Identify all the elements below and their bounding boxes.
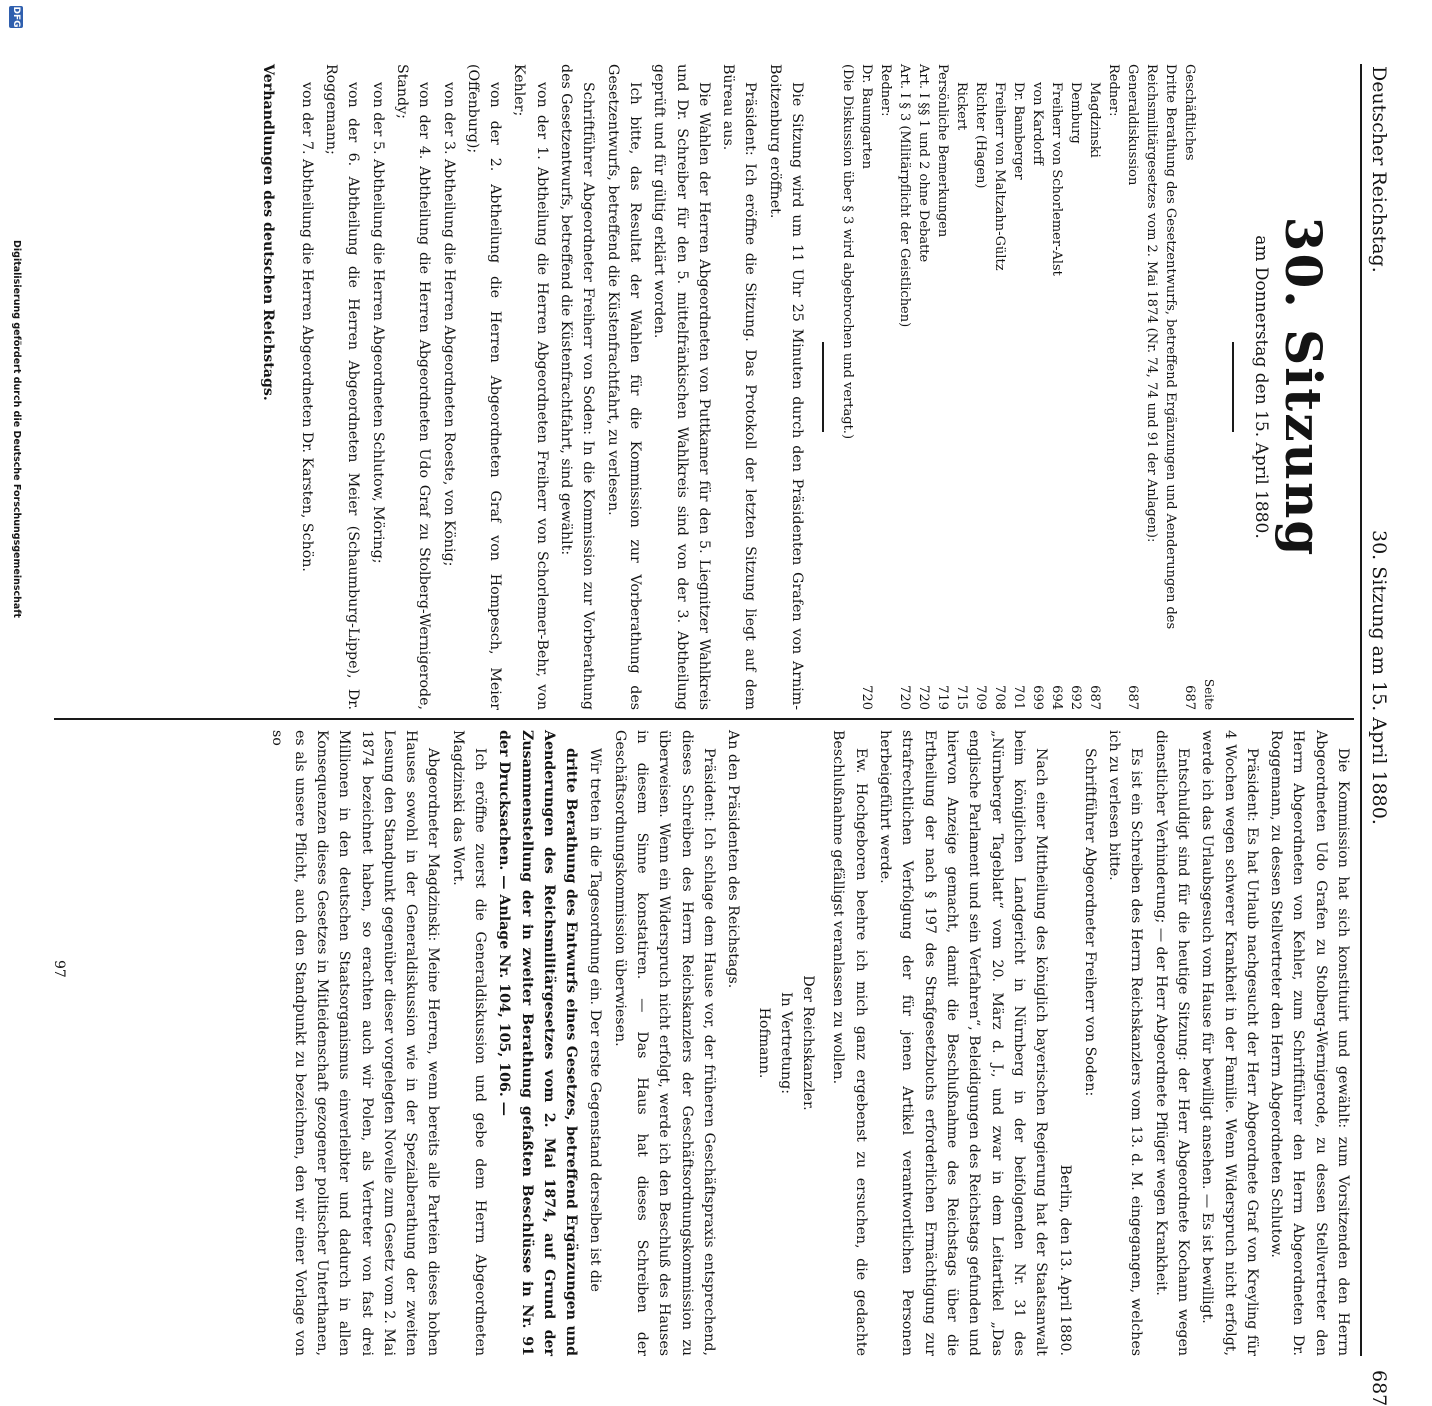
toc-page: 687: [1182, 685, 1197, 710]
left-column: [255, 64, 1354, 710]
body-paragraph: Präsident: Es hat Urlaub nachgesucht der Herr Abgeordnete Graf von Kreyling für 4 Wochen wegen schwerer Krankheit in der Familie. Wenn Widerspruch nicht erfolgt, werde ich das Urlaubsgesuch vom Hause für bewilligt ansehen. — Es ist bewilligt.: [1199, 730, 1260, 1356]
publication-footer: Verhandlungen des deutschen Reichstags.: [260, 64, 277, 401]
table-of-contents: [838, 64, 1218, 710]
body-paragraph: von der 4. Abtheilung die Herren Abgeordneten Udo Graf zu Stolberg-Wernigerode, Standy;: [393, 64, 433, 710]
toc-entry: von Kardorff: [1030, 82, 1045, 165]
toc-entry: Dritte Berathung des Gesetzentwurfs, betreffend Ergänzungen und Aenderungen des Reichsmilitärgesetzes vom 2. Mai 1874 (Nr. 74, 74 und 91 der Anlagen):: [1144, 64, 1178, 630]
body-paragraph: von der 1. Abtheilung die Herren Abgeordneten Freiherr von Schorlemer-Behr, von Kehler;: [511, 64, 550, 710]
toc-page: [838, 674, 857, 710]
body-paragraph: von der 5. Abtheilung die Herren Abgeordneten Schlutow, Möring;: [369, 82, 386, 564]
toc-entry: Rickert: [954, 82, 969, 131]
toc-page: 719: [935, 685, 950, 710]
toc-entry: Art. I § 3 (Militärpflicht der Geistlichen): [897, 64, 912, 328]
right-body-a: [827, 730, 1354, 1356]
left-body: [295, 64, 761, 710]
toc-page: 687: [1125, 685, 1140, 710]
body-paragraph: von der 3. Abtheilung die Herren Abgeordneten Roeste, von König;: [440, 82, 457, 567]
toc-row: [857, 64, 876, 710]
toc-entry: Dr. Baumgarten: [859, 64, 874, 170]
toc-page: 708: [992, 685, 1007, 710]
signature-salutation: An den Präsidenten des Reichstags.: [725, 730, 742, 989]
title-rule: [1232, 342, 1234, 432]
toc-entry: Art. I §§ 1 und 2 ohne Debatte: [916, 64, 931, 263]
body-paragraph: von der 7. Abtheilung die Herren Abgeordneten Dr. Karsten, Schön.: [298, 82, 315, 572]
signature-folio: 97: [51, 960, 67, 978]
toc-page: [1104, 674, 1123, 710]
toc-row: [1028, 64, 1047, 710]
digitization-note: Digitalisierung gefördert durch die Deutsche Forschungsgemeinschaft: [11, 240, 22, 618]
session-date: am Donnerstag den 15. April 1880.: [1251, 235, 1271, 539]
body-paragraph: von der 6. Abtheilung die Herren Abgeordneten Meier (Schaumburg-Lippe), Dr. Roggemann;: [323, 64, 362, 710]
toc-row: [1009, 64, 1028, 710]
toc-row: [1142, 64, 1180, 710]
toc-row: [990, 64, 1009, 710]
signature-line: Der Reichskanzler.: [800, 975, 817, 1111]
body-paragraph: Präsident: Ich schlage dem Hause vor, der früheren Geschäftspraxis entsprechend, dieses Schreiben des Herrn Reichskanzlers der Geschäftsordnungskommission zu überweisen. Wenn ein Widerspruch nicht erfolgt, werde ich den Beschluß des Hauses in diesem Sinne konstatiren. — Das Haus hat dieses Schreiben der Geschäftsordnungskommission überwiesen.: [611, 730, 717, 1356]
body-paragraph: Ew. Hochgeboren beehre ich mich ganz ergebenst zu ersuchen, die gedachte Beschlußnahme gefälligst veranlassen zu wollen.: [830, 730, 869, 1356]
toc-page: 701: [1011, 685, 1026, 710]
toc-entry: Geschäftliches: [1182, 64, 1197, 161]
toc-page: 699: [1030, 685, 1045, 710]
toc-row: [971, 64, 990, 710]
toc-row: [1066, 64, 1085, 710]
toc-entry: Dr. Bamberger: [1011, 82, 1026, 180]
toc-entry: Richter (Hagen): [973, 82, 988, 189]
toc-entry: Generaldiskussion: [1125, 64, 1140, 186]
header-rule: [1360, 64, 1362, 1356]
body-paragraph: Es ist ein Schreiben des Herrn Reichskanzlers vom 13. d. M. eingegangen, welches ich zu verlesen bitte.: [1106, 730, 1145, 1356]
toc-entry: Freiherr von Maltzahn-Gültz: [992, 82, 1007, 271]
toc-page: 715: [954, 685, 969, 710]
body-paragraph: Wir treten in die Tagesordnung ein. Der erste Gegenstand derselben ist die: [587, 748, 604, 1292]
toc-row: [914, 64, 933, 710]
running-head-center: 30. Sitzung am 15. April 1880.: [1368, 530, 1390, 825]
toc-entry: Redner:: [878, 64, 893, 117]
toc-row: [933, 64, 952, 710]
body-paragraph: Die Kommission hat sich konstituirt und gewählt: zum Vorsitzenden den Herrn Abgeordneten Udo Grafen zu Stolberg-Wernigerode, zu dessen Stellvertreter den Herrn Abgeordneten von Kehler, zum Schriftführer den Herrn Abgeordneten Dr. Roggemann, zu dessen Stellvertreter den Herrn Abgeordneten Schlutow.: [1268, 730, 1351, 1356]
toc-page: 720: [859, 685, 874, 710]
body-paragraph: dritte Berathung des Entwurfs eines Gesetzes, betreffend Ergänzungen und Aenderungen des Reichsmilitärgesetzes vom 2. Mai 1874, auf Grund der Zusammenstellung der in zweiter Berathung gefaßten Beschlüsse in Nr. 91 der Drucksachen. — Anlage Nr. 104, 105, 106. —: [496, 730, 580, 1356]
toc-page: 694: [1049, 685, 1064, 710]
toc-page: [876, 674, 895, 710]
toc-row: [838, 64, 857, 710]
toc-row: [1104, 64, 1123, 710]
toc-row: [895, 64, 914, 710]
toc-row: [1123, 64, 1142, 710]
signature-block: [752, 730, 819, 1356]
toc-page: 720: [916, 685, 931, 710]
body-paragraph: Berlin, den 13. April 1880.: [1057, 1164, 1074, 1356]
toc-rule: [822, 342, 824, 432]
session-title: 30. Sitzung: [1274, 216, 1333, 558]
toc-entry: (Die Diskussion über § 3 wird abgebrochen und vertagt.): [840, 64, 855, 440]
body-paragraph: Ich eröffne zuerst die Generaldiskussion und gebe dem Herrn Abgeordneten Magdzinski das Wort.: [449, 730, 489, 1356]
body-paragraph: Entschuldigt sind für die heutige Sitzung: der Herr Abgeordnete Kochann wegen dienstlicher Verhinderung; — der Herr Abgeordnete Pflüger wegen Krankheit.: [1152, 730, 1191, 1356]
toc-page-header: Seite: [1202, 678, 1216, 710]
toc-page: [1142, 689, 1180, 710]
body-paragraph: Präsident: Ich eröffne die Sitzung. Das Protokoll der letzten Sitzung liegt auf dem Büreau aus.: [720, 64, 759, 710]
right-column: [264, 730, 1354, 1356]
toc-entry: Freiherr von Schorlemer-Alst: [1049, 82, 1064, 276]
toc-entry: Persönliche Bemerkungen: [935, 64, 950, 238]
body-paragraph: Schriftführer Abgeordneter Freiherr von Soden: In die Kommission zur Vorberathung des Gesetzentwurfs, betreffend die Küstenfrachtfahrt, sind gewählt:: [558, 64, 597, 710]
digitization-strip: [4, 0, 24, 1000]
dfg-logo: DFG: [11, 6, 21, 28]
toc-page: 720: [897, 685, 912, 710]
toc-row: [1085, 64, 1104, 710]
toc-entry: Magdzinski: [1087, 82, 1102, 158]
toc-row: [876, 64, 895, 710]
toc-entry: Demburg: [1068, 82, 1083, 144]
session-title-block: [1248, 64, 1332, 710]
body-paragraph: Schriftführer Abgeordneter Freiherr von Soden:: [1081, 748, 1098, 1097]
column-divider: [54, 718, 1354, 720]
running-head-left: Deutscher Reichstag.: [1368, 66, 1390, 273]
opening-statement: Die Sitzung wird um 11 Uhr 25 Minuten durch den Präsidenten Grafen von Arnim-Boitzenburg eröffnet.: [766, 64, 805, 710]
toc-row: [1047, 64, 1066, 710]
body-paragraph: Nach einer Mittheilung des königlich bayerischen Regierung hat der Staatsanwalt beim königlichen Landgericht in Nürnberg in der beifolgenden Nr. 31 des „Nürnberger Tageblatt“ vom 20. März d. J., und zwar in dem Leitartikel „Das englische Parlament und sein Verfahren“, Beleidigungen des Reichstags gefunden und hiervon Anzeige gemacht, damit die Beschlußnahme des Reichstags über die Ertheilung der nach § 197 des Strafgesetzbuchs erforderlichen Ermächtigung zur strafrechtlichen Verfolgung der für jenen Artikel verantwortlichen Personen herbeigeführt werde.: [877, 730, 1050, 1356]
toc-row: [1180, 64, 1199, 710]
signature-line: In Vertretung:: [777, 991, 794, 1095]
toc-page: 709: [973, 685, 988, 710]
toc-row: [952, 64, 971, 710]
body-paragraph: Ich bitte, das Resultat der Wahlen für die Kommission zur Vorberathung des Gesetzentwurfs, betreffend die Küstenfrachtfahrt, zu verlesen.: [604, 64, 643, 710]
body-paragraph: Abgeordneter Magdzinski: Meine Herren, wenn bereits alle Parteien dieses hohen Hauses sowohl in der Generaldiskussion wie in der Spezialberathung der zweiten Lesung den Standpunkt gegenüber dieser vorgelegten Novelle zum Gesetz vom 2. Mai 1874 bezeichnet haben, so erachten auch wir Polen, als Vertreter von fast drei Millionen in den deutschen Staatsorganismus einverleibter und dadurch in allen Konsequenzen dieses Gesetzes in Mitleidenschaft gezogener politischer Unterthanen, es als unsere Pflicht, auch den Standpunkt zu bezeichnen, den wir einer Vorlage von so: [269, 730, 442, 1356]
toc-page: 687: [1087, 685, 1102, 710]
signature-line: Hofmann.: [755, 1007, 772, 1079]
toc-page: 692: [1068, 685, 1083, 710]
toc-entry: Redner:: [1106, 64, 1121, 117]
running-head-page-number: 687: [1368, 1370, 1390, 1406]
body-paragraph: von der 2. Abtheilung die Herren Abgeordneten Graf von Hompesch, Meier (Offenburg);: [464, 64, 504, 710]
right-body-b: [266, 730, 720, 1356]
body-paragraph: Die Wahlen der Herren Abgeordneten von Puttkamer für den 5. Liegnitzer Wahlkreis und Dr. Schreiber für den 5. mittelfränkischen Wahlkreis sind von der 3. Abtheilung geprüft und für gültig erklärt worden.: [651, 64, 712, 710]
